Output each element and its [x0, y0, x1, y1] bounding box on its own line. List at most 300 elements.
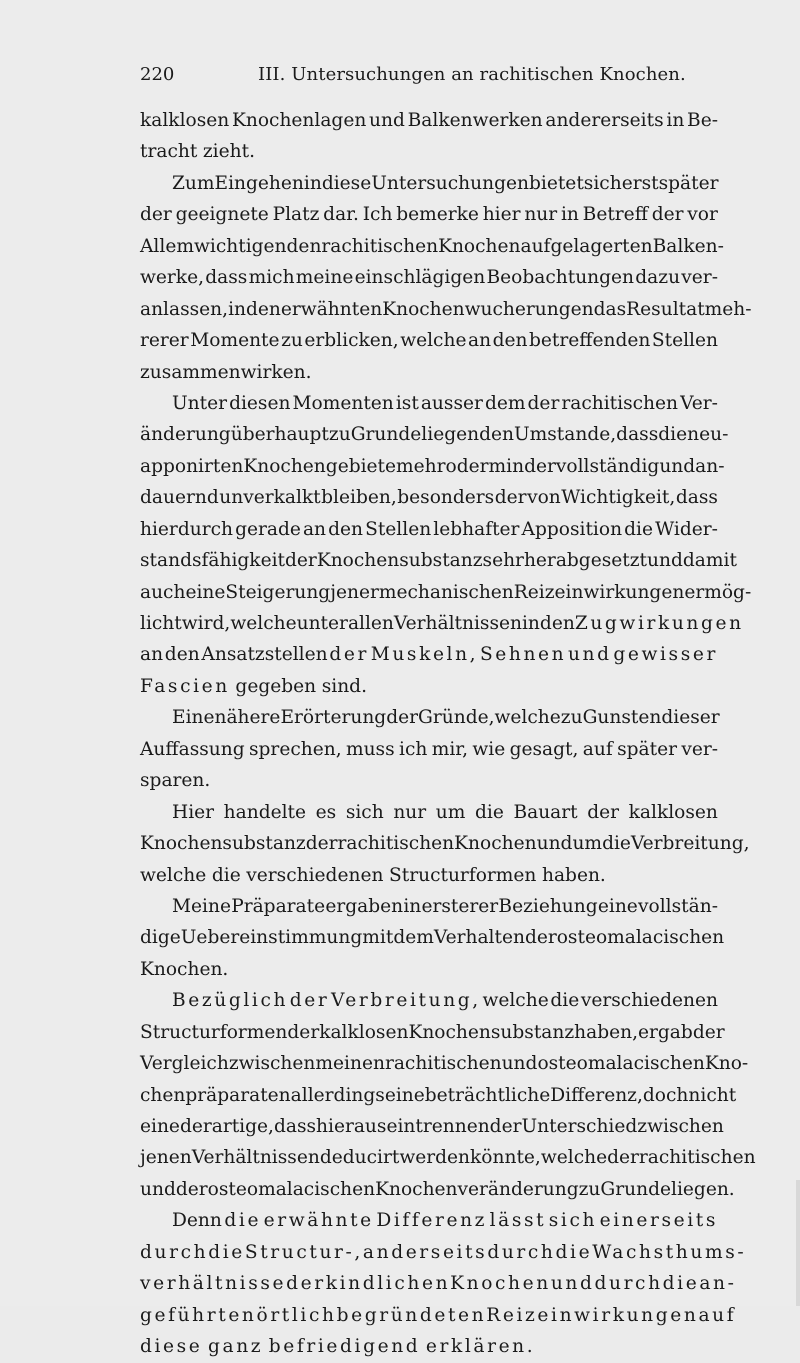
word: anlassen,: [140, 298, 229, 320]
word: Wachsthums-: [592, 1241, 747, 1263]
word: damit: [682, 550, 737, 572]
word: zu: [578, 1178, 601, 1200]
word: Knochengebiete: [243, 455, 397, 477]
word: Wichtigkeit,: [561, 487, 676, 509]
word: Verhältnissen: [393, 613, 522, 634]
word: gewisser: [613, 644, 718, 666]
word: die: [624, 518, 654, 540]
word: eine: [140, 1116, 180, 1137]
text-line: [140, 1331, 718, 1362]
word: deducirt: [319, 1147, 400, 1169]
word: und: [550, 1273, 595, 1295]
text-line: [140, 922, 725, 953]
word: den: [492, 330, 528, 352]
word: handelte: [223, 801, 307, 823]
word: der: [524, 927, 557, 949]
word: vollständig: [555, 455, 660, 477]
word: allen: [347, 613, 394, 634]
word: zieht.: [202, 141, 255, 163]
word: liegen.: [671, 1178, 735, 1200]
text-line: [140, 1237, 747, 1268]
word: Verbreitung,: [630, 833, 750, 855]
word: Structurformen: [140, 1021, 288, 1043]
word: erblicken,: [304, 330, 399, 352]
word: welche: [400, 330, 467, 352]
word: die: [662, 1273, 700, 1295]
word: in: [403, 895, 422, 917]
text-line: [140, 451, 725, 482]
word: den: [539, 613, 575, 634]
word: der: [329, 644, 369, 666]
text-line: [140, 545, 737, 576]
word: geführten: [140, 1304, 257, 1326]
text-line: [140, 702, 718, 733]
word: wichtigen: [193, 235, 287, 257]
word: einerseits: [599, 1210, 718, 1232]
word: sprechen,: [248, 738, 342, 760]
word: osteomalacischen: [537, 1053, 705, 1075]
word: die: [602, 833, 631, 855]
word: welche: [482, 990, 549, 1012]
word: ich: [399, 738, 428, 760]
word: trennender: [415, 1116, 522, 1137]
word: Ver-: [680, 392, 718, 414]
word: die: [211, 864, 241, 886]
word: hieraus: [316, 1116, 387, 1137]
word: von: [527, 487, 561, 509]
word: dem: [393, 927, 434, 949]
word: wie: [472, 738, 506, 760]
word: Beziehung: [498, 895, 598, 917]
word: nicht: [688, 1084, 737, 1106]
word: osteomalacischen: [556, 927, 725, 949]
word: dar.: [323, 204, 359, 226]
word: ein: [386, 1116, 416, 1137]
word: Grunde: [350, 424, 422, 446]
word: Kno-: [704, 1053, 749, 1075]
word: meinen: [315, 1053, 385, 1075]
word: ermög-: [684, 581, 752, 603]
word: die: [550, 990, 580, 1012]
word: rachitischen: [384, 1053, 502, 1075]
text-line: [140, 1268, 737, 1299]
word: unter: [296, 613, 348, 634]
word: Differenz,: [550, 1084, 643, 1106]
word: Vergleich: [140, 1053, 229, 1075]
word: Wider-: [655, 518, 718, 540]
word: beträchtliche: [424, 1084, 551, 1106]
word: welche: [230, 613, 297, 634]
word: kalklosen: [628, 801, 718, 823]
word: den: [164, 644, 200, 666]
word: mehr: [396, 455, 446, 477]
word: die: [555, 1241, 593, 1263]
word: Stellen: [365, 518, 432, 540]
text-line: [140, 1300, 737, 1331]
word: werke,: [140, 267, 204, 289]
word: tracht: [140, 141, 198, 163]
word: das: [593, 298, 627, 320]
text-line: [140, 325, 718, 356]
word: aufgelagerten: [520, 235, 653, 257]
word: minder: [488, 455, 556, 477]
word: nur: [393, 801, 427, 823]
word: chenpräparaten: [140, 1084, 291, 1106]
word: der: [587, 801, 620, 823]
word: Gunsten: [582, 707, 662, 729]
word: Knochenlagen: [231, 110, 367, 131]
word: betreffenden: [529, 330, 651, 352]
text-line: [140, 136, 718, 167]
word: Bezüglich: [172, 990, 289, 1012]
word: haben,: [574, 1021, 639, 1043]
word: erwähnte: [263, 1210, 374, 1232]
word: zusammenwirken.: [140, 361, 312, 383]
text-line: [140, 482, 718, 513]
word: nur: [524, 204, 558, 226]
word: ergab: [638, 1021, 693, 1043]
word: haben.: [541, 864, 606, 886]
word: zwischen: [637, 1116, 724, 1137]
word: verhältnisse: [140, 1273, 287, 1295]
word: der: [286, 1273, 326, 1295]
body-text: [140, 105, 756, 1363]
word: dass: [675, 487, 718, 509]
word: lässt: [489, 1210, 547, 1232]
word: dazu: [635, 267, 681, 289]
word: welche: [540, 1147, 608, 1169]
word: den: [246, 298, 281, 320]
word: sparen.: [140, 770, 211, 792]
word: die: [474, 801, 504, 823]
word: oder: [445, 455, 489, 477]
word: befriedigend: [268, 1336, 421, 1358]
word: später: [658, 172, 719, 194]
text-line: [140, 199, 718, 230]
text-line: [140, 388, 718, 419]
word: neu-: [687, 424, 729, 446]
word: Apposition: [521, 518, 623, 540]
word: örtlich: [256, 1304, 337, 1326]
word: auf: [698, 1304, 737, 1326]
word: Grunde: [600, 1178, 672, 1200]
word: Umstande,: [513, 424, 617, 446]
running-title: III. Untersuchungen an rachitischen Knochen.: [258, 64, 686, 85]
word: und: [140, 1178, 176, 1200]
word: Betreff: [582, 204, 648, 226]
word: Unterschied: [521, 1116, 638, 1137]
word: ist: [395, 392, 419, 414]
word: eine: [384, 1084, 425, 1106]
word: doch: [642, 1084, 689, 1106]
text-line: [140, 105, 718, 136]
word: rachitischen: [638, 1147, 756, 1169]
word: bietet: [528, 172, 584, 194]
word: meh-: [704, 298, 752, 320]
word: Ansatzstellen: [201, 644, 328, 666]
word: allerdings: [290, 1084, 385, 1106]
word: der: [692, 1021, 725, 1043]
word: in: [303, 172, 322, 194]
word: und: [501, 1053, 538, 1075]
word: dass: [273, 1116, 317, 1137]
word: diesen: [229, 392, 291, 414]
word: herabgesetzt: [523, 550, 648, 572]
text-line: [140, 954, 718, 985]
word: Verhalten: [433, 927, 525, 949]
word: gesagt,: [509, 738, 579, 760]
word: diese: [321, 172, 372, 194]
word: Differenz: [376, 1210, 488, 1232]
word: Steigerung: [225, 581, 331, 603]
word: Knochen: [454, 833, 537, 855]
word: derartige,: [179, 1116, 274, 1137]
text-line: [140, 1017, 725, 1048]
page-header: [140, 64, 718, 86]
word: verschiedenen: [580, 990, 718, 1012]
word: Auffassung: [140, 738, 245, 760]
word: bleiben,: [321, 487, 397, 509]
word: osteomalacischen: [207, 1178, 376, 1200]
word: Momenten: [292, 392, 394, 414]
text-line: [140, 734, 718, 765]
word: gerade: [235, 518, 301, 540]
word: lebhafter: [433, 518, 520, 540]
word: eine: [597, 895, 638, 917]
word: Sehnen: [479, 644, 567, 666]
word: mich: [248, 267, 295, 289]
word: Fascien: [140, 675, 230, 697]
word: der: [386, 707, 418, 729]
word: ver-: [681, 738, 718, 760]
word: Balken-: [652, 235, 724, 257]
word: bemerke: [396, 204, 479, 226]
word: der: [651, 204, 684, 226]
word: begründeten: [336, 1304, 487, 1326]
word: der: [140, 204, 172, 226]
word: an-: [695, 455, 725, 477]
word: Resultat: [626, 298, 705, 320]
word: muss: [345, 738, 395, 760]
word: den: [328, 518, 363, 540]
text-line: [140, 765, 718, 796]
word: Muskeln,: [370, 644, 479, 666]
word: verschiedenen: [246, 864, 384, 886]
word: gegeben: [235, 675, 317, 697]
word: überhaupt: [230, 424, 329, 446]
word: durch: [140, 1241, 209, 1263]
word: auf: [582, 738, 613, 760]
word: in: [228, 298, 247, 320]
word: kindlichen: [325, 1273, 451, 1295]
word: Knochensubstanz: [408, 1021, 575, 1043]
word: sind.: [321, 675, 367, 697]
word: es: [315, 801, 337, 823]
word: rachitischen: [337, 833, 455, 855]
text-line: [140, 357, 718, 388]
word: Platz: [272, 204, 320, 226]
word: sich: [345, 801, 384, 823]
word: Gründe,: [418, 707, 495, 729]
word: wird,: [181, 613, 231, 634]
word: dass: [205, 267, 248, 289]
text-line: [140, 1205, 718, 1236]
text-line: [140, 1048, 749, 1079]
text-line: [140, 828, 750, 859]
word: Knochenveränderung: [375, 1178, 579, 1200]
word: vollstän-: [638, 895, 718, 917]
word: Stellen: [651, 330, 718, 352]
word: änderung: [140, 424, 231, 446]
word: zu: [328, 424, 351, 446]
word: der: [287, 1021, 320, 1043]
word: Momente: [190, 330, 280, 352]
word: Knochensubstanz: [140, 833, 306, 855]
word: Knochen: [438, 235, 521, 257]
word: und: [567, 644, 612, 666]
word: später: [617, 738, 677, 760]
word: besonders: [397, 487, 495, 509]
word: den: [286, 235, 322, 257]
word: Verhältnissen: [191, 1147, 320, 1169]
word: mechanischen: [378, 581, 514, 603]
word: an: [467, 330, 492, 352]
text-line: [140, 514, 718, 545]
text-line: [140, 1142, 756, 1173]
word: erklären.: [425, 1336, 536, 1358]
word: der: [494, 487, 527, 509]
word: Erörterung: [280, 707, 387, 729]
word: sehr: [482, 550, 524, 572]
word: Beobachtungen: [486, 267, 635, 289]
text-line: [140, 860, 718, 891]
text-line: [140, 891, 718, 922]
word: Bauart: [513, 801, 578, 823]
word: könnte,: [470, 1147, 541, 1169]
word: diese: [140, 1336, 203, 1358]
word: Verbreitung,: [330, 990, 481, 1012]
word: der: [527, 392, 560, 414]
word: erst: [621, 172, 659, 194]
text-line: [140, 231, 724, 262]
word: und: [369, 110, 405, 131]
text-line: [140, 577, 752, 608]
word: die: [224, 1210, 262, 1232]
word: an: [302, 518, 327, 540]
word: Denn: [172, 1210, 222, 1232]
word: Zum: [172, 172, 215, 194]
word: Eingehen: [214, 172, 304, 194]
word: unverkalkt: [219, 487, 321, 509]
word: Structur-,: [244, 1241, 363, 1263]
word: ersterer: [421, 895, 499, 917]
word: kalklosen: [319, 1021, 409, 1043]
page-edge: [796, 1180, 800, 1306]
word: mit: [362, 927, 394, 949]
word: und: [659, 455, 696, 477]
word: hier: [482, 204, 521, 226]
word: ver-: [681, 267, 718, 289]
word: der: [285, 550, 317, 572]
word: rerer: [140, 330, 189, 352]
word: zu: [281, 330, 303, 352]
text-line: [140, 168, 718, 199]
word: der: [289, 990, 330, 1012]
word: an-: [699, 1273, 737, 1295]
word: Meine: [172, 895, 231, 917]
word: Structurformen: [389, 864, 537, 886]
word: anderseits: [362, 1241, 488, 1263]
word: erwähnten: [280, 298, 383, 320]
word: durch: [487, 1241, 556, 1263]
word: und: [647, 550, 683, 572]
word: dem: [484, 392, 526, 414]
text-line: [140, 608, 744, 639]
word: um: [572, 833, 603, 855]
word: Allem: [140, 235, 194, 257]
word: eine: [185, 581, 226, 603]
word: Unter: [172, 392, 228, 414]
word: einschlägigen: [354, 267, 486, 289]
word: nähere: [214, 707, 281, 729]
text-line: [140, 1111, 724, 1142]
word: vor: [687, 204, 718, 226]
word: dauernd: [140, 487, 219, 509]
word: der: [305, 833, 338, 855]
text-line: [140, 639, 718, 670]
word: jener: [330, 581, 379, 603]
text-line: [140, 262, 718, 293]
word: in: [666, 110, 685, 131]
word: Reizeinwirkungen: [513, 581, 685, 603]
word: Hier: [172, 801, 215, 823]
word: Balkenwerken: [407, 110, 543, 131]
word: sich: [583, 172, 622, 194]
word: zu: [560, 707, 583, 729]
word: Untersuchungen: [371, 172, 529, 194]
word: in: [560, 204, 579, 226]
word: in: [521, 613, 540, 634]
word: rachitischen: [561, 392, 679, 414]
word: Eine: [172, 707, 215, 729]
text-line: [140, 1080, 737, 1111]
word: ganz: [208, 1336, 264, 1358]
word: meine: [295, 267, 354, 289]
word: Knochen.: [140, 958, 229, 980]
text-line: [140, 985, 718, 1016]
word: Ich: [362, 204, 393, 226]
word: jenen: [140, 1147, 192, 1169]
word: Be-: [687, 110, 718, 131]
word: auch: [140, 581, 186, 603]
word: Knochensubstanz: [316, 550, 483, 572]
word: Zugwirkungen: [574, 613, 744, 634]
word: um: [435, 801, 466, 823]
text-line: [140, 294, 752, 325]
word: standsfähigkeit: [140, 550, 286, 572]
word: der: [175, 1178, 208, 1200]
page-number: 220: [140, 64, 175, 85]
text-line: [140, 419, 729, 450]
word: die: [208, 1241, 245, 1263]
word: ergaben: [325, 895, 404, 917]
word: andererseits: [545, 110, 664, 131]
word: die: [658, 424, 688, 446]
text-line: [140, 671, 718, 702]
word: geeignete: [175, 204, 269, 226]
word: hierdurch: [140, 518, 233, 540]
word: dieser: [661, 707, 720, 729]
